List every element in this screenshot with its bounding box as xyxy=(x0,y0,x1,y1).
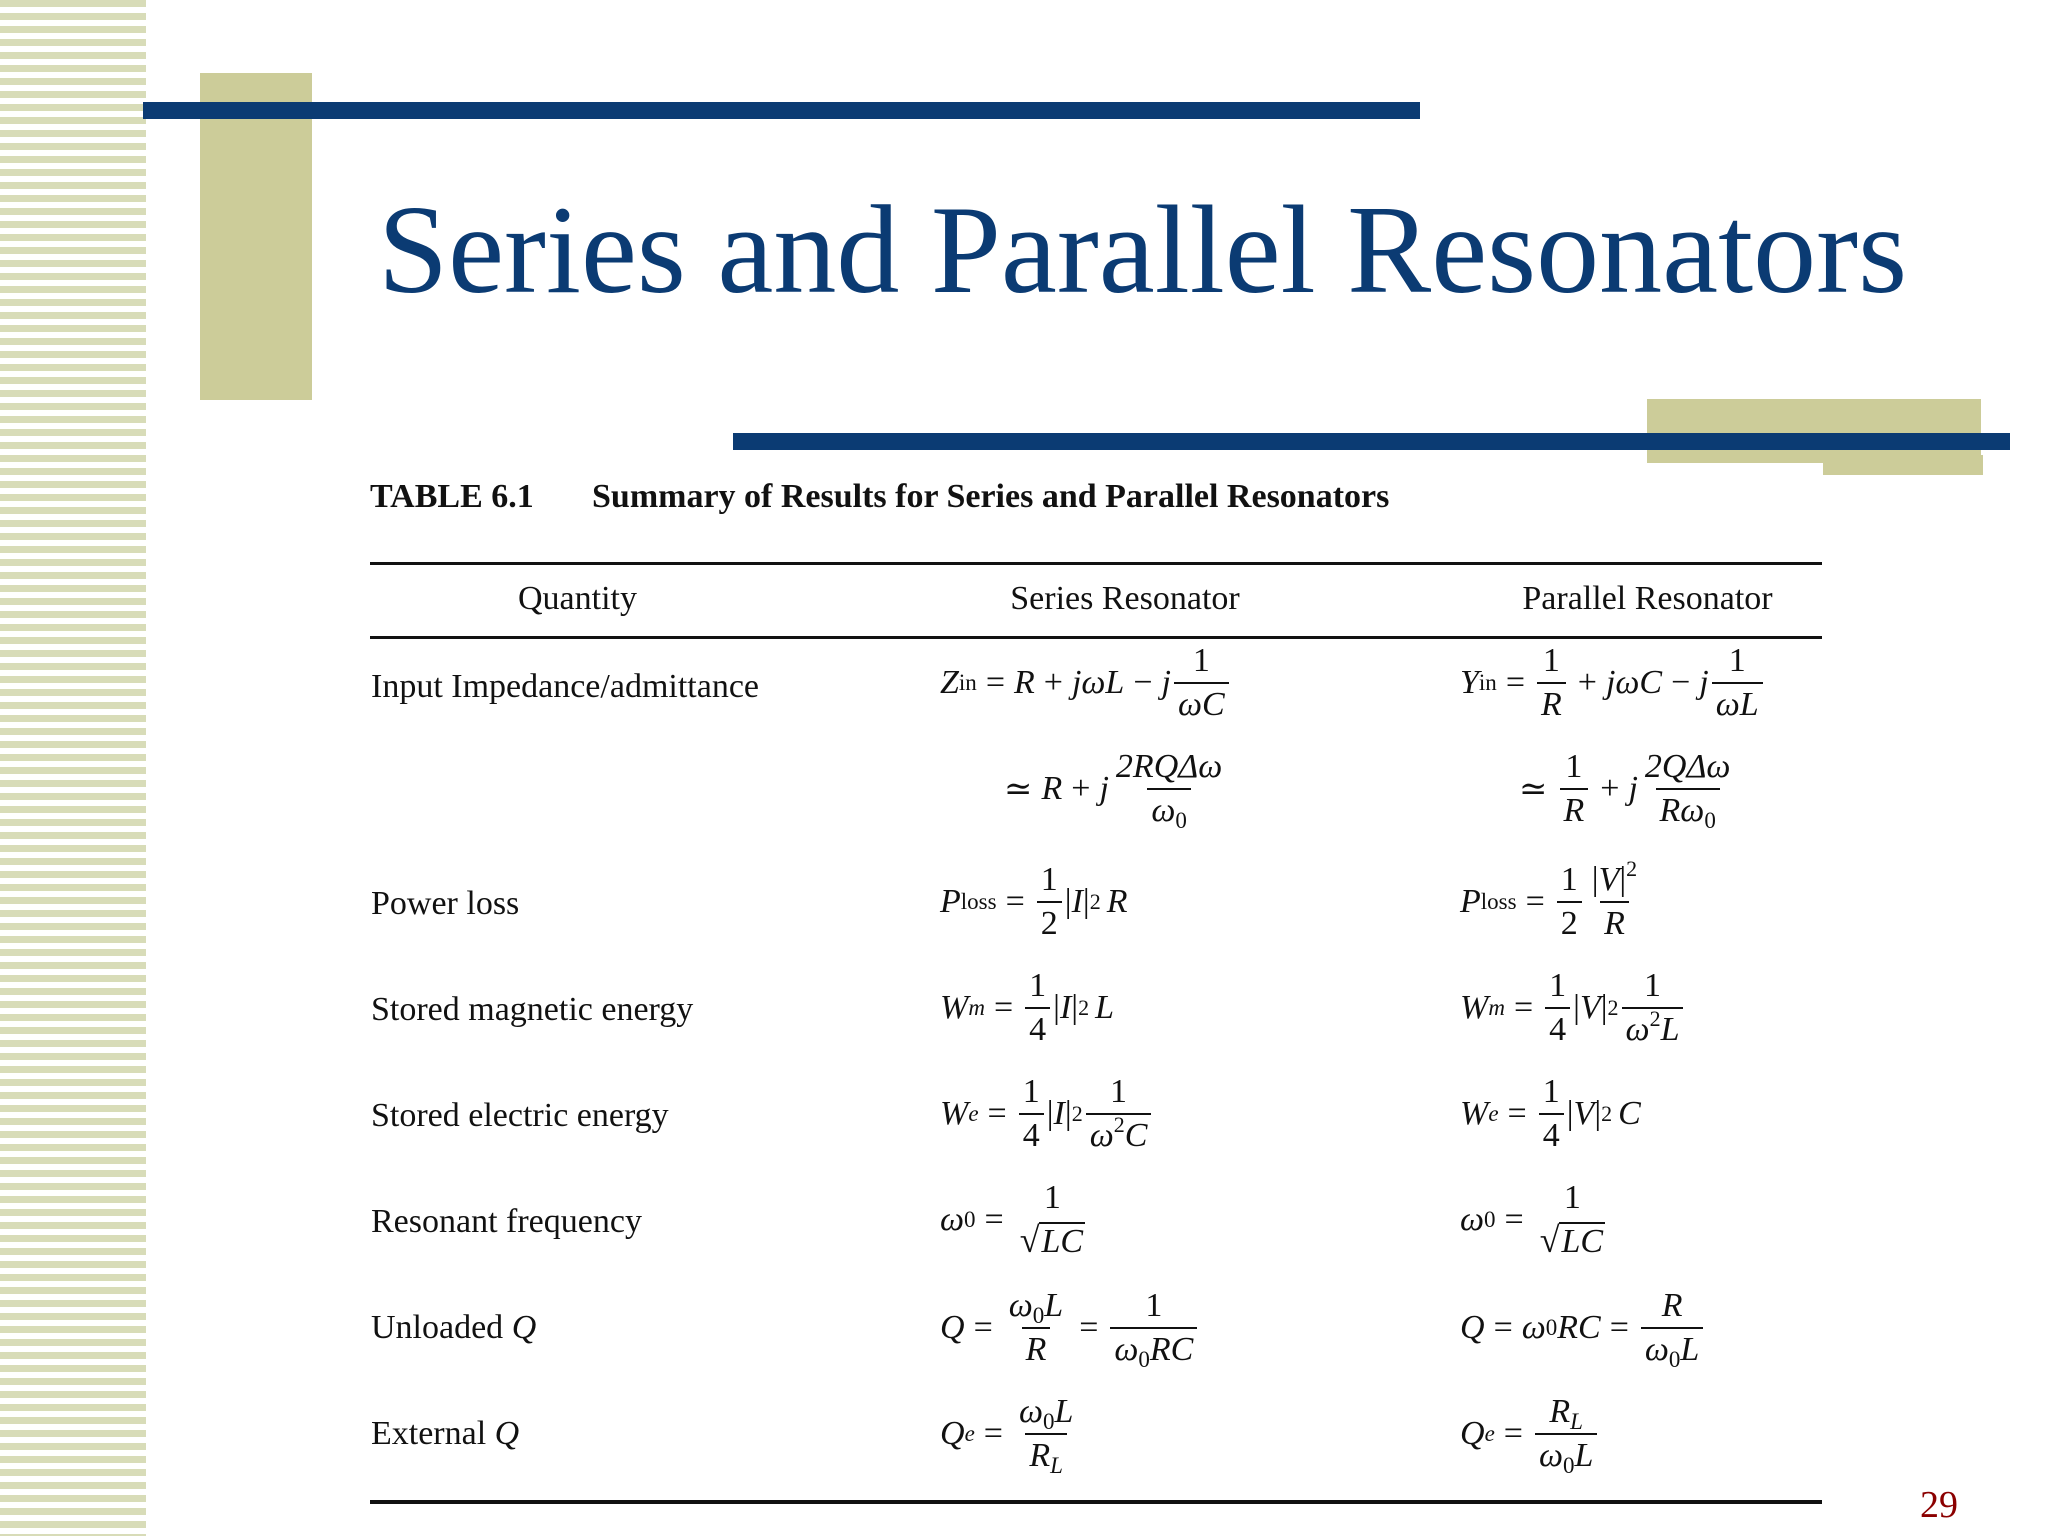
row-label-power-loss: Power loss xyxy=(371,885,520,922)
parallel-input-admittance-formula: Y in = $\frac{1}{R}$ + jωC − j $\frac{1}{\omega L}$ xyxy=(1460,643,1766,722)
row-label-stored-electric-energy: Stored electric energy xyxy=(371,1097,669,1134)
series-external-q-formula: Q e = $\frac{\omega_0L}{R_L}$ xyxy=(940,1393,1074,1478)
row-label-stored-magnetic-energy: Stored magnetic energy xyxy=(371,991,694,1028)
series-electric-energy-formula: W e = $\frac{1}{4}$ | I | 2 $\frac{1}{\omega^2C}$ xyxy=(940,1074,1154,1153)
parallel-magnetic-energy-formula: W m = $\frac{1}{4}$ | V | 2 $\frac{1}{\omega^2L}$ xyxy=(1460,968,1686,1047)
parallel-resonant-frequency-formula: ω 0 = 1 √ LC xyxy=(1460,1179,1604,1260)
page-title: Series and Parallel Resonators xyxy=(378,181,1908,320)
series-magnetic-energy-formula: W m = $\frac{1}{4}$ | I | 2 L xyxy=(940,967,1115,1048)
parallel-external-q-formula: Q e = $\frac{R_L}{\omega_0L}$ xyxy=(1460,1394,1600,1473)
row-label-unloaded-q: Unloaded Q xyxy=(371,1309,537,1346)
olive-accent-block-top-left xyxy=(200,73,312,400)
table-caption-title: Summary of Results for Series and Parallel Resonators xyxy=(592,478,1390,515)
series-resonant-frequency-formula: ω 0 = 1 √ LC xyxy=(940,1179,1084,1260)
parallel-unloaded-q-formula: Q = ω 0 RC = $\frac{R}{\omega_0L}$ xyxy=(1460,1288,1706,1367)
series-impedance-approximation: ≃ R + j $\frac{\text{2RQΔω}}{\omega_0}$ xyxy=(1004,748,1223,833)
column-header-parallel: Parallel Resonator xyxy=(1522,580,1773,617)
row-label-resonant-frequency: Resonant frequency xyxy=(371,1203,642,1240)
table-header-rule xyxy=(370,636,1822,639)
series-unloaded-q-formula: Q = $\frac{\omega_0L}{R}$ = $\frac{1}{\omega_0RC}$ xyxy=(940,1288,1200,1367)
series-power-loss-formula: P loss = $\frac{1}{2}$ | I | 2 R xyxy=(940,861,1128,942)
column-header-series: Series Resonator xyxy=(1010,580,1240,617)
table-top-rule xyxy=(370,562,1822,565)
olive-accent-block-right xyxy=(1647,399,1981,463)
title-bottom-rule xyxy=(733,433,2010,450)
series-input-impedance-formula: Z in = R + jωL − j $\frac{1}{\omega C}$ xyxy=(940,643,1232,722)
row-label-input-impedance: Input Impedance/admittance xyxy=(371,668,759,705)
table-bottom-rule xyxy=(370,1500,1822,1504)
parallel-admittance-approximation: ≃ $\frac{1}{R}$ + j $\frac{\text{2QΔω}}{R\omega_0}$ xyxy=(1519,748,1731,833)
table-caption xyxy=(370,478,1389,516)
row-label-external-q: External Q xyxy=(371,1415,520,1452)
title-top-rule xyxy=(143,102,1420,119)
page-number: 29 xyxy=(1920,1484,1958,1526)
column-header-quantity: Quantity xyxy=(518,580,637,617)
left-stripe-decoration xyxy=(0,0,146,1536)
olive-accent-block-right-lower xyxy=(1823,455,1983,475)
parallel-electric-energy-formula: W e = $\frac{1}{4}$ | V | 2 C xyxy=(1460,1073,1641,1154)
parallel-power-loss-formula: P loss = $\frac{1}{2}$ $\frac{|V|^2}{R}$ xyxy=(1460,856,1638,942)
table-caption-number: TABLE 6.1 xyxy=(370,478,534,515)
